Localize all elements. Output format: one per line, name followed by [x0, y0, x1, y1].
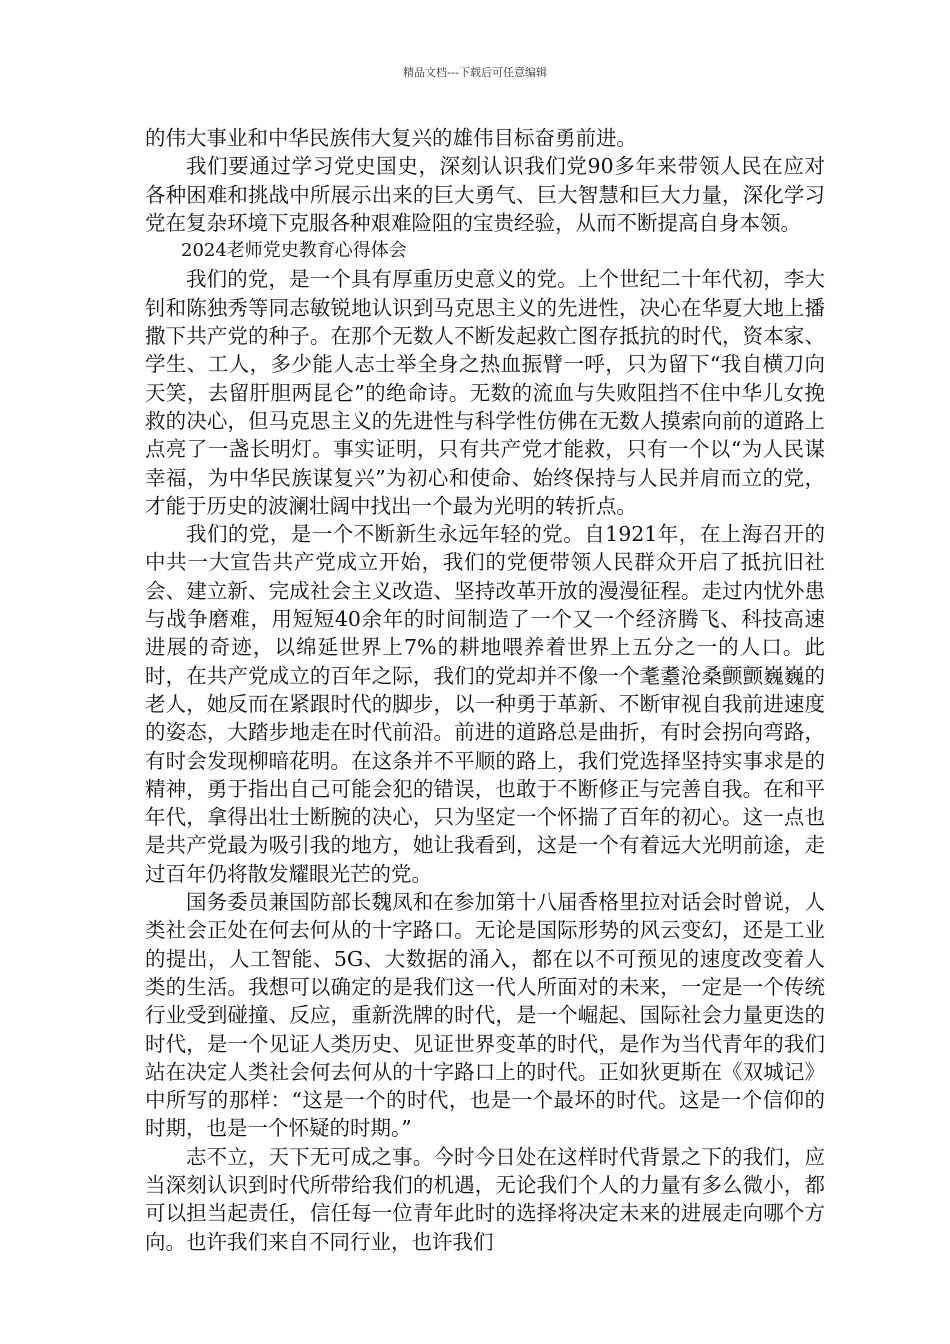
- document-body: [145, 124, 825, 1256]
- paragraph: 我们的党，是一个具有厚重历史意义的党。上个世纪二十年代初，李大钊和陈独秀等同志敏锐地认识到马克思主义的先进性，决心在华夏大地上播撒下共产党的种子。在那个无数人不断发起救亡图存抵抗的时代，资本家、学生、工人，多少能人志士举全身之热血振臂一呼，只为留下“我自横刀向天笑，去留肝胆两昆仑”的绝命诗。无数的流血与失败阻挡不住中华儿女挽救的决心，但马克思主义的先进性与科学性仿佛在无数人摸索向前的道路上点亮了一盏长明灯。事实证明，只有共产党才能救，只有一个以“为人民谋幸福，为中华民族谋复兴”为初心和使命、始终保持与人民并肩而立的党，才能于历史的波澜壮阔中找出一个最为光明的转折点。: [145, 267, 825, 518]
- paragraph: 国务委员兼国防部长魏凤和在参加第十八届香格里拉对话会时曾说，人类社会正处在何去何从的十字路口。无论是国际形势的风云变幻，还是工业的提出，人工智能、5G、大数据的涌入，都在以不可预见的速度改变着人类的生活。我想可以确定的是我们这一代人所面对的未来，一定是一个传统行业受到碰撞、反应，重新洗牌的时代，是一个崛起、国际社会力量更迭的时代，是一个见证人类历史、见证世界变革的时代，是作为当代青年的我们站在决定人类社会何去何从的十字路口上的时代。正如狄更斯在《双城记》中所写的那样：“这是一个的时代，也是一个最坏的时代。这是一个信仰的时期，也是一个怀疑的时期。”: [145, 890, 825, 1141]
- paragraph: 我们的党，是一个不断新生永远年轻的党。自1921年，在上海召开的中共一大宣告共产党成立开始，我们的党便带领人民群众开启了抵抗旧社会、建立新、完成社会主义改造、坚持改革开放的漫漫征程。走过内忧外患与战争磨难，用短短40余年的时间制造了一个又一个经济腾飞、科技高速进展的奇迹，以绵延世界上7%的耕地喂养着世界上五分之一的人口。此时，在共产党成立的百年之际，我们的党却并不像一个耄耋沧桑颤颤巍巍的老人，她反而在紧跟时代的脚步，以一种勇于革新、不断审视自我前进速度的姿态，大踏步地走在时代前沿。前进的道路总是曲折，有时会拐向弯路，有时会发现柳暗花明。在这条并不平顺的路上，我们党选择坚持实事求是的精神，勇于指出自己可能会犯的错误，也敢于不断修正与完善自我。在和平年代，拿得出壮士断腕的决心，只为坚定一个怀揣了百年的初心。这一点也是共产党最为吸引我的地方，她让我看到，这是一个有着远大光明前途，走过百年仍将散发耀眼光芒的党。: [145, 522, 825, 886]
- section-heading: 2024老师党史教育心得体会: [181, 240, 407, 262]
- paragraph-continuation: 的伟大事业和中华民族伟大复兴的雄伟目标奋勇前进。: [145, 126, 637, 150]
- paragraph: 志不立，天下无可成之事。今时今日处在这样时代背景之下的我们，应当深刻认识到时代所带给我们的机遇，无论我们个人的力量有多么微小，都可以担当起责任，信任每一位青年此时的选择将决定未来的进展走向哪个方向。也许我们来自不同行业，也许我们: [145, 1144, 825, 1254]
- paragraph: 我们要通过学习党史国史，深刻认识我们党90多年来带领人民在应对各种困难和挑战中所展示出来的巨大勇气、巨大智慧和巨大力量，深化学习党在复杂环境下克服各种艰难险阻的宝贵经验，从而不断提高自身本领。: [145, 154, 825, 235]
- page-header: 精品文档---下载后可任意编辑: [403, 66, 547, 79]
